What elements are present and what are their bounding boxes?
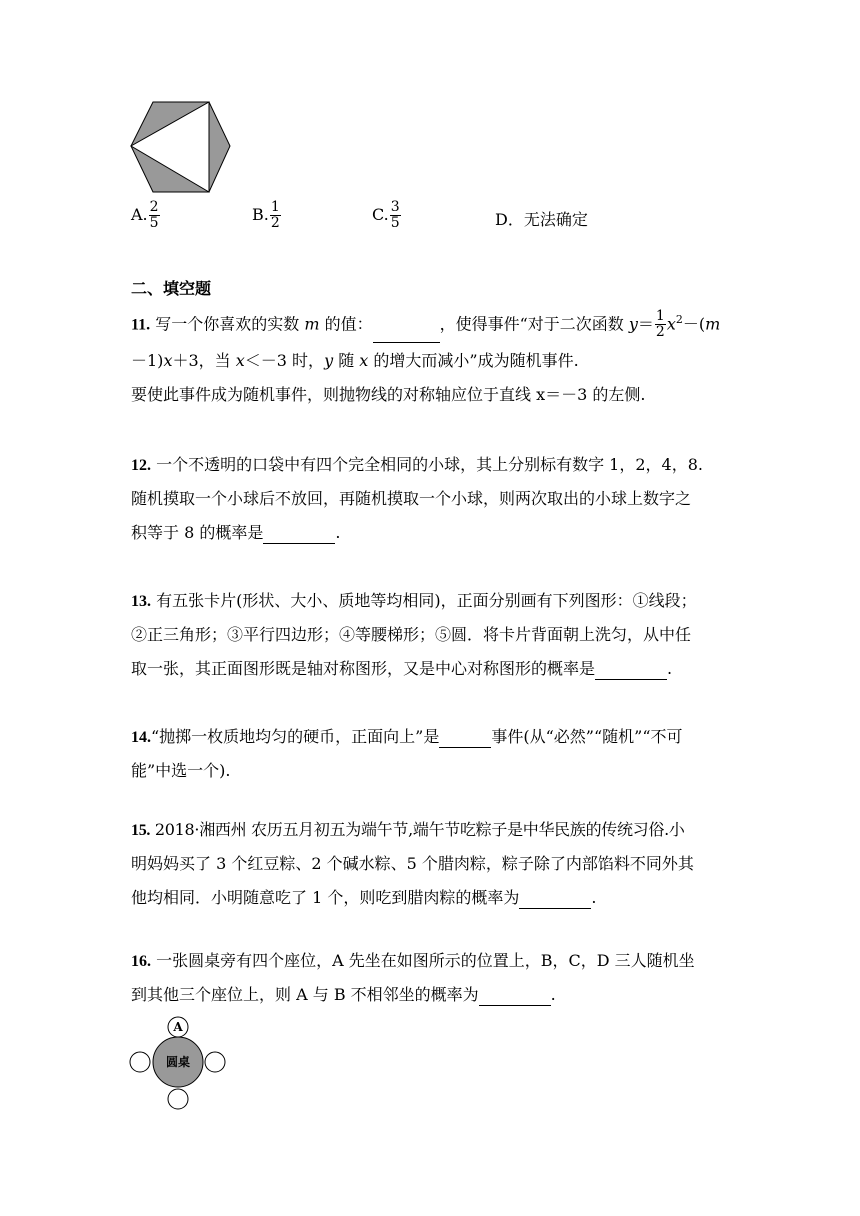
q13-line-1: 13. 有五张卡片(形状、大小、质地等均相同)，正面分别画有下列图形：①线段； — [131, 591, 697, 610]
q13-line-3: 取一张，其正面图形既是轴对称图形，又是中心对称图形的概率是 . — [131, 659, 673, 678]
hexagon-figure — [128, 100, 234, 196]
option-c-fraction: $\frac{3}{5}$ — [390, 199, 400, 231]
q15-line-1: 15. 2018·湘西州 农历五月初五为端午节,端午节吃粽子是中华民族的传统习俗.小 — [131, 820, 685, 839]
q16-line-2: 到其他三个座位上，则 A 与 B 不相邻坐的概率为 . — [131, 985, 556, 1004]
q11-answer-blank[interactable] — [373, 306, 440, 343]
q14-line-2: 能”中选一个). — [131, 761, 231, 780]
option-a: A. $\frac{2}{5}$ — [131, 199, 159, 231]
q14-line-1: 14.“抛掷一枚质地均匀的硬币，正面向上”是 事件(从“必然”“随机”“不可 — [131, 727, 683, 746]
option-c: C. $\frac{3}{5}$ — [372, 199, 400, 231]
q13-line-2: ②正三角形；③平行四边形；④等腰梯形；⑤圆．将卡片背面朝上洗匀，从中任 — [131, 625, 692, 644]
q13-answer-blank[interactable] — [595, 659, 667, 680]
q15-answer-blank[interactable] — [519, 888, 591, 909]
q11-fraction: $\frac{1}{2}$ — [655, 308, 665, 341]
q16-answer-blank[interactable] — [479, 985, 551, 1006]
section-title: 二、填空题 — [131, 279, 212, 298]
seat-left — [130, 1052, 150, 1072]
seat-bottom — [168, 1089, 188, 1109]
q15-line-3: 他均相同．小明随意吃了 1 个，则吃到腊肉粽的概率为 . — [131, 888, 597, 907]
q14-answer-blank[interactable] — [439, 727, 491, 748]
q12-line-3: 积等于 8 的概率是 . — [131, 523, 341, 542]
round-table-figure — [128, 1016, 228, 1112]
seat-label-a: A — [173, 1020, 183, 1034]
seat-right — [205, 1052, 225, 1072]
table-label: 圆桌 — [165, 1055, 190, 1069]
q12-line-1: 12. 一个不透明的口袋中有四个完全相同的小球，其上分别标有数字 1，2，4，8. — [131, 455, 703, 474]
q12-line-2: 随机摸取一个小球后不放回，再随机摸取一个小球，则两次取出的小球上数字之 — [131, 489, 692, 508]
option-a-fraction: $\frac{2}{5}$ — [149, 199, 159, 231]
q12-answer-blank[interactable] — [263, 523, 335, 544]
q16-line-1: 16. 一张圆桌旁有四个座位，A 先坐在如图所示的位置上，B，C，D 三人随机坐 — [131, 951, 695, 970]
option-b-fraction: $\frac{1}{2}$ — [270, 199, 280, 231]
option-d: D．无法确定 — [495, 210, 588, 229]
q11-line-3: 要使此事件成为随机事件，则抛物线的对称轴应位于直线 x＝－3 的左侧. — [131, 385, 646, 404]
q11-line-2: －1)x＋3，当 x＜－3 时，y 随 x 的增大而减小”成为随机事件. — [131, 351, 579, 370]
q11-line-1: 11. 写一个你喜欢的实数 m 的值： ，使得事件“对于二次函数 y＝ $\frac{1}{2}$ $x^2-(m$ — [131, 302, 720, 343]
option-b: B. $\frac{1}{2}$ — [252, 199, 280, 231]
q15-line-2: 明妈妈买了 3 个红豆粽、2 个碱水粽、5 个腊肉粽，粽子除了内部馅料不同外其 — [131, 854, 694, 873]
